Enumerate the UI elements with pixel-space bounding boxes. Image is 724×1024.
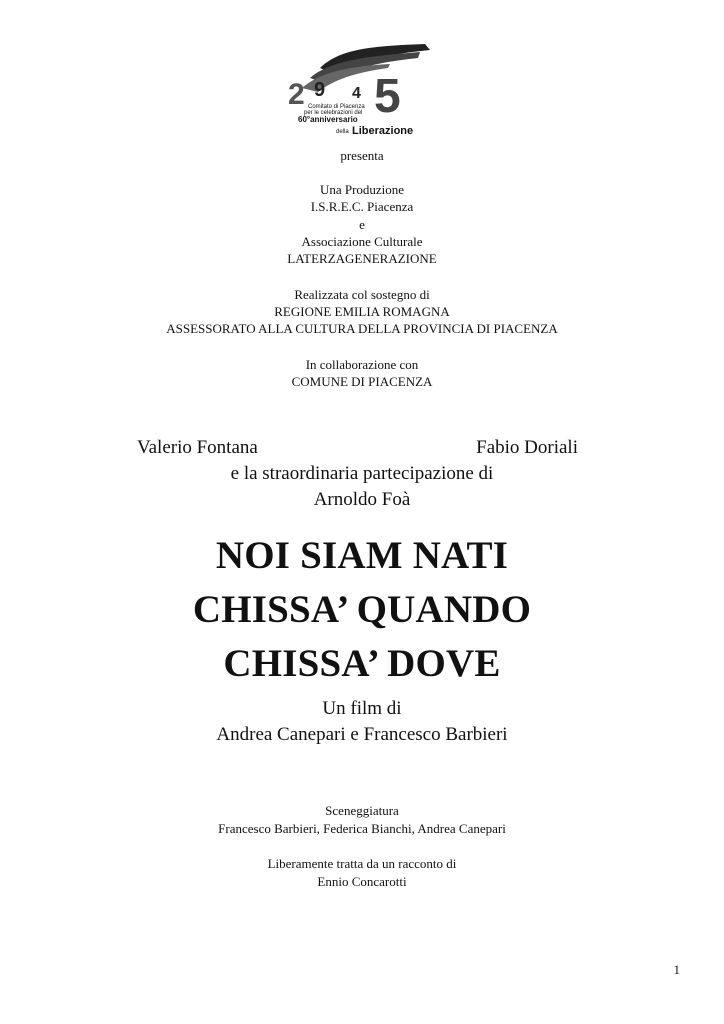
support-province: ASSESSORATO ALLA CULTURA DELLA PROVINCIA DI PIACENZA: [166, 321, 558, 336]
producer-name: I.S.R.E.C. Piacenza: [310, 199, 414, 214]
film-title-line-2: CHISSA’ QUANDO: [192, 588, 532, 631]
film-directors: Andrea Canepari e Francesco Barbieri: [216, 724, 508, 745]
collaboration-label: In collaborazione con: [305, 357, 419, 372]
logo-text: 60°anniversario: [298, 115, 358, 124]
actor-left: Valerio Fontana: [137, 437, 258, 458]
logo-text: della: [336, 129, 349, 135]
special-participation-label: e la straordinaria partecipazione di: [230, 463, 494, 484]
logo-digit: 2: [288, 78, 305, 111]
liberazione-logo: [280, 38, 440, 138]
source-label: Liberamente tratta da un racconto di: [267, 856, 457, 871]
source-author: Ennio Concarotti: [317, 874, 407, 889]
and-text: e: [359, 217, 365, 232]
presenta-text: presenta: [340, 148, 384, 163]
association-label: Associazione Culturale: [301, 234, 423, 249]
logo-digit: 9: [314, 79, 326, 101]
support-region: REGIONE EMILIA ROMAGNA: [274, 304, 450, 319]
page-number: 1: [673, 962, 680, 977]
logo-text: per le celebrazioni del: [304, 110, 363, 116]
logo-text: Liberazione: [352, 125, 414, 137]
actor-right: Fabio Doriali: [476, 437, 578, 458]
film-title-line-1: NOI SIAM NATI: [215, 534, 509, 577]
logo-digit: 5: [374, 70, 401, 123]
collaboration-comune: COMUNE DI PIACENZA: [291, 374, 433, 389]
logo-digit: 4: [352, 85, 361, 102]
special-actor: Arnoldo Foà: [313, 489, 411, 510]
film-by-label: Un film di: [322, 698, 402, 719]
support-label: Realizzata col sostegno di: [294, 287, 430, 302]
film-title-line-3: CHISSA’ DOVE: [223, 642, 501, 685]
logo-text: Comitato di Piacenza: [308, 104, 365, 110]
screenplay-label: Sceneggiatura: [325, 803, 399, 818]
production-label: Una Produzione: [319, 182, 405, 197]
screenplay-writers: Francesco Barbieri, Federica Bianchi, Andrea Canepari: [218, 821, 506, 836]
association-name: LATERZAGENERAZIONE: [287, 251, 437, 266]
logo-graphic: [280, 38, 440, 138]
